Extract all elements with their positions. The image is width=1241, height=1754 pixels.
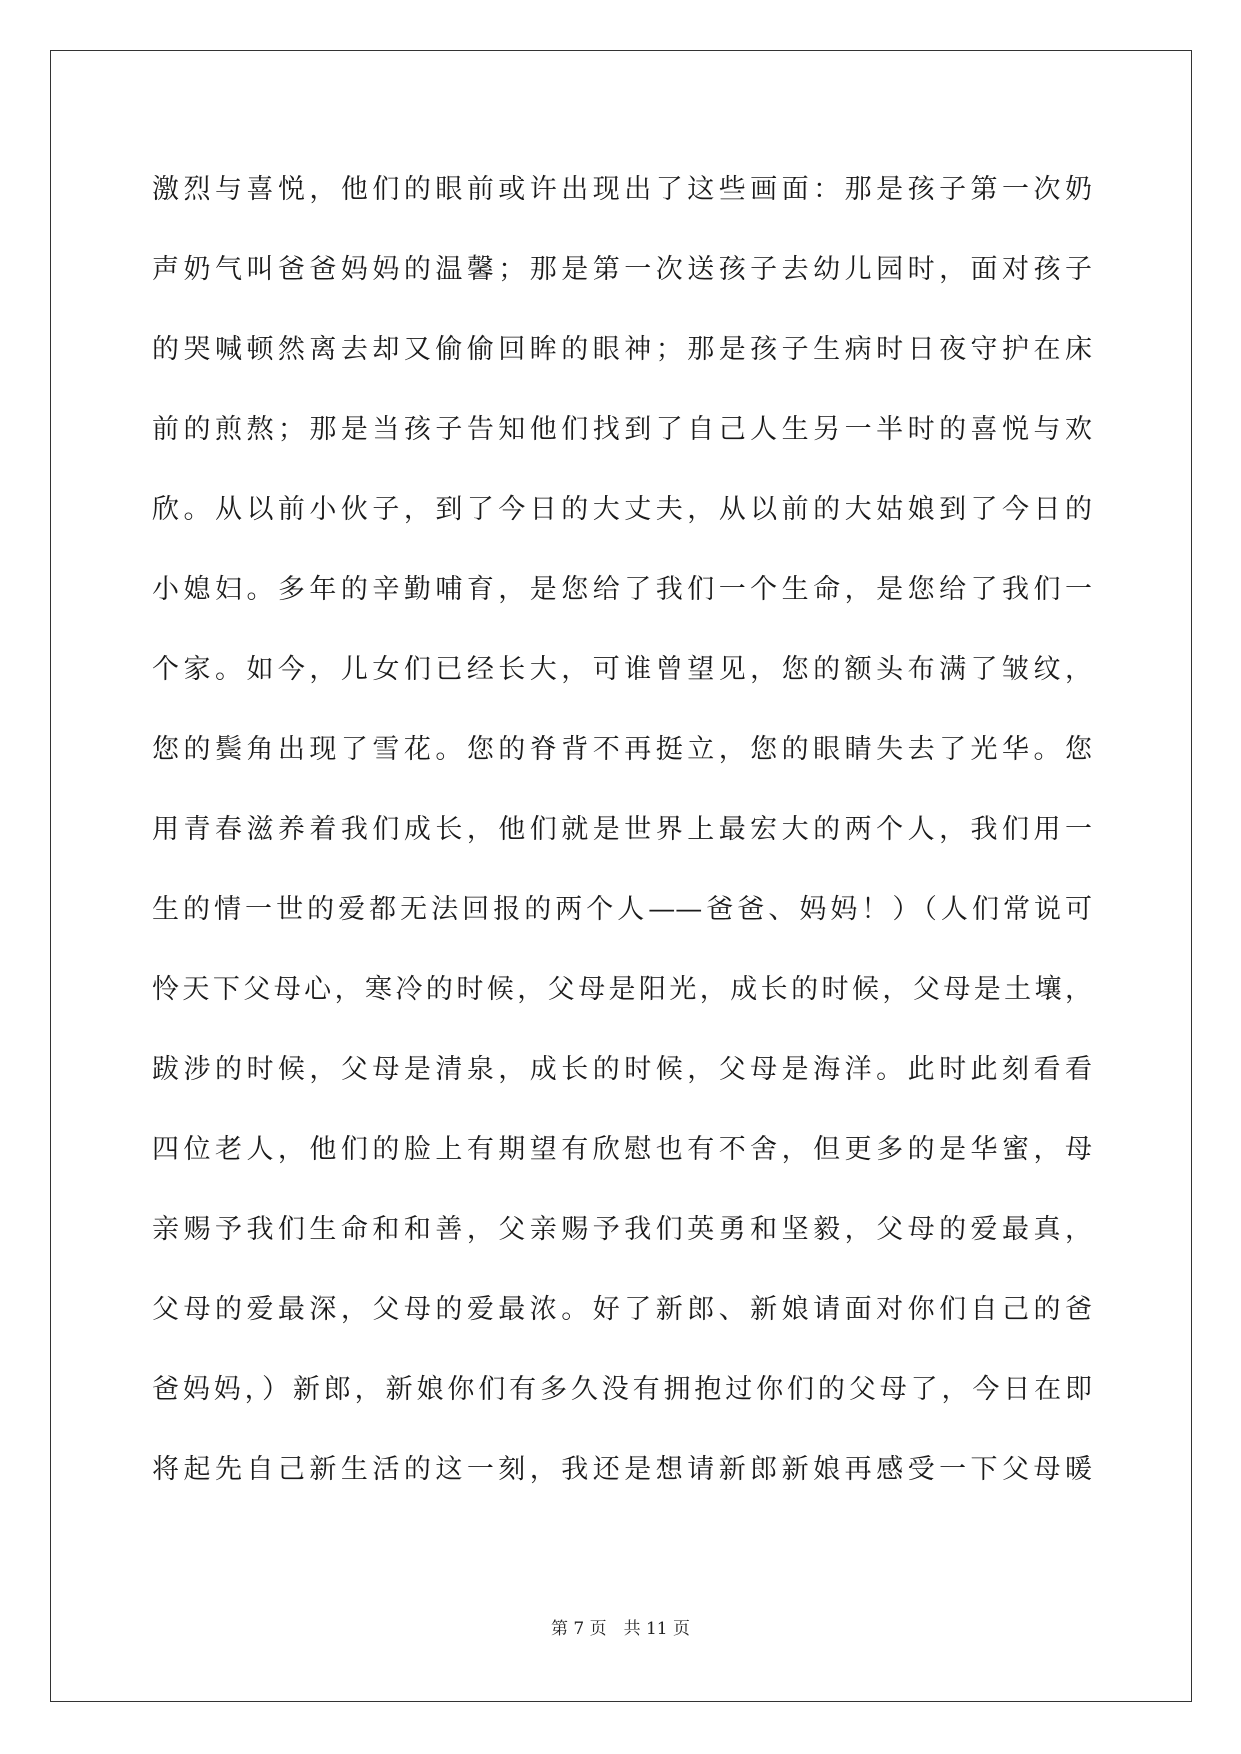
text-line: 用青春滋养着我们成长，他们就是世界上最宏大的两个人，我们用一	[152, 814, 1092, 845]
text-line: 四位老人，他们的脸上有期望有欣慰也有不舍，但更多的是华蜜，母	[152, 1134, 1092, 1165]
text-line: 前的煎熬；那是当孩子告知他们找到了自己人生另一半时的喜悦与欢	[152, 414, 1092, 445]
page-number-footer: 第 7 页 共 11 页	[550, 1619, 691, 1639]
text-line: 激烈与喜悦，他们的眼前或许出现出了这些画面：那是孩子第一次奶	[152, 174, 1092, 205]
text-line: 亲赐予我们生命和和善，父亲赐予我们英勇和坚毅，父母的爱最真，	[152, 1214, 1092, 1245]
text-line: 生的情一世的爱都无法回报的两个人——爸爸、妈妈！）（人们常说可	[152, 894, 1092, 925]
text-line: 小媳妇。多年的辛勤哺育，是您给了我们一个生命，是您给了我们一	[152, 574, 1092, 605]
text-line: 将起先自己新生活的这一刻，我还是想请新郎新娘再感受一下父母暖	[152, 1454, 1092, 1485]
text-line: 的哭喊顿然离去却又偷偷回眸的眼神；那是孩子生病时日夜守护在床	[152, 334, 1092, 365]
text-line: 欣。从以前小伙子，到了今日的大丈夫，从以前的大姑娘到了今日的	[152, 494, 1092, 525]
text-line: 跋涉的时候，父母是清泉，成长的时候，父母是海洋。此时此刻看看	[152, 1054, 1092, 1085]
text-line: 父母的爱最深，父母的爱最浓。好了新郎、新娘请面对你们自己的爸	[152, 1294, 1092, 1325]
text-line: 怜天下父母心，寒冷的时候，父母是阳光，成长的时候，父母是土壤，	[152, 974, 1092, 1005]
text-line: 爸妈妈，）新郎，新娘你们有多久没有拥抱过你们的父母了，今日在即	[152, 1374, 1092, 1405]
text-line: 声奶气叫爸爸妈妈的温馨；那是第一次送孩子去幼儿园时，面对孩子	[152, 254, 1092, 285]
text-line: 您的鬓角出现了雪花。您的脊背不再挺立，您的眼睛失去了光华。您	[152, 734, 1092, 765]
text-line: 个家。如今，儿女们已经长大，可谁曾望见，您的额头布满了皱纹，	[152, 654, 1092, 685]
document-body	[152, 150, 1092, 1510]
